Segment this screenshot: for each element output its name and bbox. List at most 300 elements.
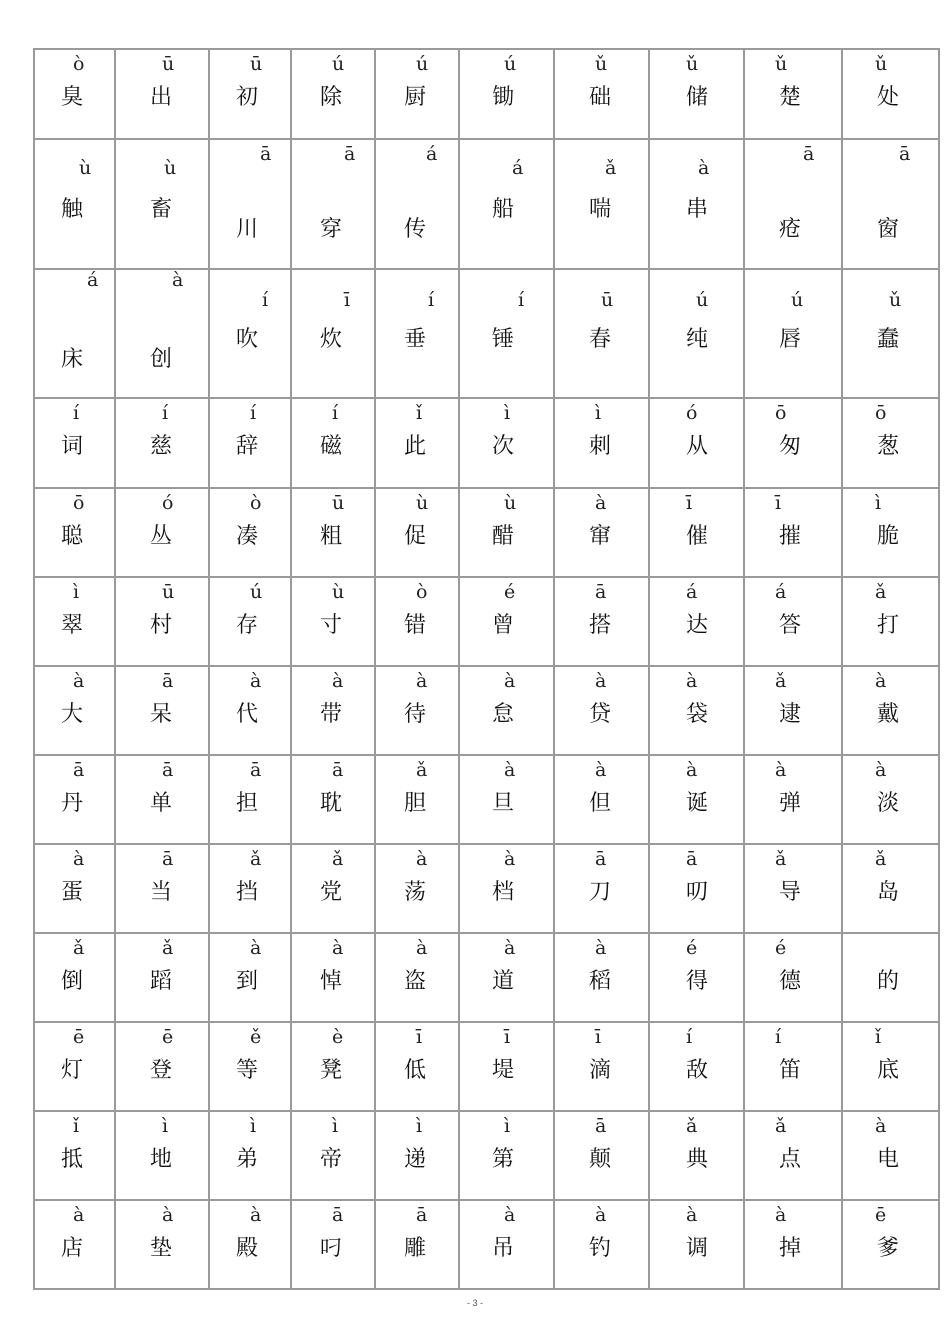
table-cell	[459, 398, 554, 488]
table-cell	[209, 269, 291, 398]
table-cell	[375, 49, 459, 139]
hanzi-character: 丛	[150, 524, 173, 549]
table-cell	[554, 666, 649, 755]
hanzi-character: 凳	[320, 1058, 343, 1083]
table-cell	[115, 1200, 209, 1289]
table-cell	[459, 666, 554, 755]
pinyin-tone-mark: ó	[686, 402, 698, 424]
table-cell	[34, 1200, 115, 1289]
table-cell	[375, 139, 459, 269]
hanzi-character: 错	[404, 613, 427, 638]
hanzi-character: 丹	[61, 791, 84, 816]
pinyin-tone-mark: ù	[416, 492, 429, 514]
pinyin-tone-mark: í	[775, 1026, 782, 1048]
pinyin-tone-mark: à	[250, 1204, 262, 1226]
table-cell	[554, 577, 649, 666]
pinyin-tone-mark: ù	[79, 157, 92, 179]
pinyin-tone-mark: ō	[875, 402, 887, 424]
hanzi-character: 储	[686, 85, 709, 110]
pinyin-tone-mark: í	[262, 289, 269, 311]
hanzi-character: 岛	[877, 880, 900, 905]
table-cell	[34, 398, 115, 488]
pinyin-tone-mark: í	[332, 402, 339, 424]
table-cell	[291, 49, 375, 139]
hanzi-character: 传	[404, 217, 427, 242]
pinyin-tone-mark: ū	[601, 289, 614, 311]
hanzi-character: 从	[686, 434, 709, 459]
table-cell	[375, 488, 459, 577]
hanzi-character: 耽	[320, 791, 343, 816]
table-row	[34, 1200, 939, 1289]
pinyin-tone-mark: ǐ	[416, 402, 423, 424]
table-cell	[554, 269, 649, 398]
hanzi-character: 催	[686, 524, 709, 549]
pinyin-tone-mark: ù	[332, 581, 345, 603]
hanzi-character: 道	[492, 969, 515, 994]
pinyin-tone-mark: ī	[595, 1026, 602, 1048]
table-cell	[744, 269, 842, 398]
hanzi-character: 胆	[404, 791, 427, 816]
hanzi-character: 雕	[404, 1236, 427, 1261]
table-cell	[291, 844, 375, 933]
table-cell	[209, 755, 291, 844]
hanzi-character: 船	[492, 197, 515, 222]
hanzi-character: 刀	[589, 880, 612, 905]
hanzi-character: 寸	[320, 613, 343, 638]
pinyin-tone-mark: ō	[73, 492, 85, 514]
pinyin-tone-mark: ā	[260, 143, 272, 165]
hanzi-character: 出	[150, 85, 173, 110]
hanzi-character: 帝	[320, 1147, 343, 1172]
hanzi-character: 低	[404, 1058, 427, 1083]
hanzi-character: 倒	[61, 969, 84, 994]
hanzi-character: 电	[877, 1147, 900, 1172]
pinyin-tone-mark: ǎ	[775, 670, 787, 692]
hanzi-character: 带	[320, 702, 343, 727]
table-cell	[115, 49, 209, 139]
hanzi-character: 叼	[320, 1236, 343, 1261]
hanzi-character: 逮	[779, 702, 802, 727]
hanzi-character: 堤	[492, 1058, 515, 1083]
hanzi-character: 春	[589, 327, 612, 352]
pinyin-tone-mark: ā	[595, 848, 607, 870]
hanzi-character: 的	[877, 969, 900, 994]
pinyin-tone-mark: ǔ	[889, 289, 902, 311]
hanzi-character: 殿	[236, 1236, 259, 1261]
pinyin-character-grid	[33, 48, 918, 1286]
pinyin-tone-mark: à	[595, 1204, 607, 1226]
hanzi-character: 调	[686, 1236, 709, 1261]
table-cell	[291, 269, 375, 398]
table-cell	[744, 1200, 842, 1289]
pinyin-tone-mark: é	[686, 937, 698, 959]
table-cell	[554, 933, 649, 1022]
table-cell	[115, 398, 209, 488]
pinyin-tone-mark: í	[686, 1026, 693, 1048]
pinyin-tone-mark: à	[73, 848, 85, 870]
pinyin-tone-mark: à	[73, 670, 85, 692]
table-cell	[459, 933, 554, 1022]
pinyin-tone-mark: à	[775, 1204, 787, 1226]
hanzi-character: 点	[779, 1147, 802, 1172]
table-cell	[842, 1111, 939, 1200]
hanzi-character: 次	[492, 434, 515, 459]
hanzi-character: 导	[779, 880, 802, 905]
hanzi-character: 触	[61, 197, 84, 222]
pinyin-tone-mark: ā	[416, 1204, 428, 1226]
pinyin-tone-mark: ē	[73, 1026, 85, 1048]
table-cell	[459, 577, 554, 666]
table-cell	[291, 139, 375, 269]
hanzi-character: 础	[589, 85, 612, 110]
pinyin-tone-mark: ú	[250, 581, 263, 603]
pinyin-tone-mark: à	[875, 670, 887, 692]
table-cell	[291, 933, 375, 1022]
pinyin-tone-mark: ò	[73, 53, 85, 75]
table-cell	[842, 398, 939, 488]
hanzi-character: 刺	[589, 434, 612, 459]
pinyin-tone-mark: ā	[686, 848, 698, 870]
hanzi-character: 爹	[877, 1236, 900, 1261]
hanzi-character: 当	[150, 880, 173, 905]
pinyin-tone-mark: à	[698, 157, 710, 179]
hanzi-character: 第	[492, 1147, 515, 1172]
hanzi-character: 醋	[492, 524, 515, 549]
pinyin-tone-mark: ì	[162, 1115, 169, 1137]
hanzi-character: 促	[404, 524, 427, 549]
hanzi-character: 蛋	[61, 880, 84, 905]
pinyin-tone-mark: ì	[250, 1115, 257, 1137]
hanzi-character: 炊	[320, 327, 343, 352]
hanzi-character: 党	[320, 880, 343, 905]
hanzi-character: 串	[686, 197, 709, 222]
pinyin-tone-mark: ò	[416, 581, 428, 603]
table-cell	[842, 666, 939, 755]
table-cell	[115, 488, 209, 577]
pinyin-tone-mark: ū	[332, 492, 345, 514]
hanzi-character: 聪	[61, 524, 84, 549]
pinyin-tone-mark: ē	[162, 1026, 174, 1048]
pinyin-tone-mark: ā	[332, 1204, 344, 1226]
table-cell	[459, 844, 554, 933]
table-cell	[459, 1200, 554, 1289]
table-cell	[459, 755, 554, 844]
table-cell	[375, 1111, 459, 1200]
hanzi-character: 疮	[779, 217, 802, 242]
pinyin-tone-mark: ì	[504, 402, 511, 424]
table-cell	[842, 577, 939, 666]
pinyin-tone-mark: ú	[416, 53, 429, 75]
pinyin-tone-mark: ǔ	[775, 53, 788, 75]
hanzi-character: 滴	[589, 1058, 612, 1083]
hanzi-character: 窜	[589, 524, 612, 549]
pinyin-tone-mark: ǔ	[875, 53, 888, 75]
pinyin-tone-mark: ā	[162, 848, 174, 870]
table-cell	[34, 139, 115, 269]
pinyin-tone-mark: à	[504, 670, 516, 692]
hanzi-character: 悼	[320, 969, 343, 994]
table-cell	[649, 488, 744, 577]
table-cell	[554, 755, 649, 844]
table-cell	[375, 1200, 459, 1289]
hanzi-character: 待	[404, 702, 427, 727]
table-cell	[649, 666, 744, 755]
hanzi-character: 抵	[61, 1147, 84, 1172]
pinyin-tone-mark: à	[875, 1115, 887, 1137]
table-row	[34, 269, 939, 398]
hanzi-character: 初	[236, 85, 259, 110]
pinyin-tone-mark: à	[595, 492, 607, 514]
hanzi-character: 唇	[779, 327, 802, 352]
hanzi-character: 穿	[320, 217, 343, 242]
pinyin-tone-mark: ò	[250, 492, 262, 514]
table-cell	[649, 1111, 744, 1200]
table-cell	[744, 577, 842, 666]
table-row	[34, 844, 939, 933]
hanzi-character: 翠	[61, 613, 84, 638]
pinyin-tone-mark: à	[250, 670, 262, 692]
hanzi-character: 单	[150, 791, 173, 816]
pinyin-tone-mark: à	[73, 1204, 85, 1226]
hanzi-character: 灯	[61, 1058, 84, 1083]
hanzi-character: 弹	[779, 791, 802, 816]
pinyin-tone-mark: à	[686, 1204, 698, 1226]
pinyin-tone-mark: à	[416, 937, 428, 959]
pinyin-tone-mark: à	[686, 670, 698, 692]
pinyin-tone-mark: ā	[803, 143, 815, 165]
table-cell	[209, 666, 291, 755]
hanzi-character: 钓	[589, 1236, 612, 1261]
table-cell	[744, 844, 842, 933]
pinyin-tone-mark: ǎ	[416, 759, 428, 781]
hanzi-character: 颠	[589, 1147, 612, 1172]
hanzi-character: 诞	[686, 791, 709, 816]
hanzi-character: 稻	[589, 969, 612, 994]
pinyin-tone-mark: ā	[595, 1115, 607, 1137]
hanzi-character: 慈	[150, 434, 173, 459]
table-cell	[554, 488, 649, 577]
pinyin-tone-mark: é	[504, 581, 516, 603]
table-cell	[209, 139, 291, 269]
pinyin-tone-mark: ú	[504, 53, 517, 75]
pinyin-tone-mark: ī	[504, 1026, 511, 1048]
page-number: - 3 -	[466, 1298, 483, 1308]
table-row	[34, 755, 939, 844]
hanzi-character: 粗	[320, 524, 343, 549]
hanzi-character: 递	[404, 1147, 427, 1172]
pinyin-tone-mark: à	[172, 269, 184, 291]
table-cell	[459, 488, 554, 577]
character-table	[33, 48, 940, 1290]
table-cell	[842, 139, 939, 269]
table-row	[34, 488, 939, 577]
table-cell	[375, 755, 459, 844]
table-cell	[744, 398, 842, 488]
pinyin-tone-mark: à	[595, 759, 607, 781]
hanzi-character: 贷	[589, 702, 612, 727]
pinyin-tone-mark: ī	[686, 492, 693, 514]
table-cell	[459, 269, 554, 398]
table-cell	[554, 1111, 649, 1200]
table-cell	[842, 933, 939, 1022]
hanzi-character: 臭	[61, 85, 84, 110]
hanzi-character: 代	[236, 702, 259, 727]
table-cell	[744, 1111, 842, 1200]
table-cell	[34, 49, 115, 139]
pinyin-tone-mark: ā	[899, 143, 911, 165]
table-cell	[375, 1022, 459, 1111]
table-cell	[209, 933, 291, 1022]
hanzi-character: 畜	[150, 197, 173, 222]
hanzi-character: 到	[236, 969, 259, 994]
hanzi-character: 掉	[779, 1236, 802, 1261]
pinyin-tone-mark: ú	[791, 289, 804, 311]
table-cell	[744, 755, 842, 844]
pinyin-tone-mark: ú	[696, 289, 709, 311]
hanzi-character: 纯	[686, 327, 709, 352]
table-cell	[209, 398, 291, 488]
table-cell	[842, 49, 939, 139]
hanzi-character: 垫	[150, 1236, 173, 1261]
pinyin-tone-mark: à	[504, 848, 516, 870]
table-cell	[291, 488, 375, 577]
table-cell	[34, 488, 115, 577]
pinyin-tone-mark: à	[504, 1204, 516, 1226]
hanzi-character: 锤	[492, 327, 515, 352]
hanzi-character: 摧	[779, 524, 802, 549]
hanzi-character: 川	[236, 217, 259, 242]
pinyin-tone-mark: í	[518, 289, 525, 311]
table-cell	[649, 844, 744, 933]
table-row	[34, 1022, 939, 1111]
table-cell	[209, 488, 291, 577]
table-cell	[291, 577, 375, 666]
pinyin-tone-mark: ú	[332, 53, 345, 75]
table-cell	[554, 398, 649, 488]
table-cell	[744, 49, 842, 139]
table-row	[34, 1111, 939, 1200]
pinyin-tone-mark: à	[504, 759, 516, 781]
table-cell	[34, 666, 115, 755]
table-cell	[649, 398, 744, 488]
pinyin-tone-mark: ǔ	[595, 53, 608, 75]
table-cell	[649, 1022, 744, 1111]
pinyin-tone-mark: ǐ	[875, 1026, 882, 1048]
pinyin-tone-mark: é	[775, 937, 787, 959]
pinyin-tone-mark: ǎ	[162, 937, 174, 959]
pinyin-tone-mark: ǎ	[875, 848, 887, 870]
table-row	[34, 49, 939, 139]
hanzi-character: 荡	[404, 880, 427, 905]
pinyin-tone-mark: à	[332, 670, 344, 692]
pinyin-tone-mark: á	[426, 143, 438, 165]
hanzi-character: 得	[686, 969, 709, 994]
table-cell	[459, 1022, 554, 1111]
hanzi-character: 床	[61, 347, 84, 372]
pinyin-tone-mark: ū	[162, 53, 175, 75]
hanzi-character: 词	[61, 434, 84, 459]
pinyin-tone-mark: ǔ	[686, 53, 699, 75]
pinyin-tone-mark: ě	[250, 1026, 262, 1048]
pinyin-tone-mark: ù	[504, 492, 517, 514]
table-cell	[115, 139, 209, 269]
table-cell	[554, 139, 649, 269]
pinyin-tone-mark: ì	[416, 1115, 423, 1137]
pinyin-tone-mark: ǎ	[775, 848, 787, 870]
hanzi-character: 吹	[236, 327, 259, 352]
pinyin-tone-mark: í	[428, 289, 435, 311]
hanzi-character: 袋	[686, 702, 709, 727]
hanzi-character: 创	[150, 347, 173, 372]
pinyin-tone-mark: í	[73, 402, 80, 424]
pinyin-tone-mark: à	[595, 670, 607, 692]
table-cell	[842, 844, 939, 933]
table-cell	[842, 269, 939, 398]
table-cell	[554, 1022, 649, 1111]
table-cell	[554, 49, 649, 139]
hanzi-character: 蠢	[877, 327, 900, 352]
pinyin-tone-mark: ì	[73, 581, 80, 603]
pinyin-tone-mark: ì	[332, 1115, 339, 1137]
table-cell	[291, 666, 375, 755]
pinyin-tone-mark: ā	[344, 143, 356, 165]
table-row	[34, 933, 939, 1022]
hanzi-character: 厨	[404, 85, 427, 110]
table-row	[34, 139, 939, 269]
pinyin-tone-mark: á	[87, 269, 99, 291]
hanzi-character: 大	[61, 702, 84, 727]
pinyin-tone-mark: à	[775, 759, 787, 781]
table-cell	[649, 577, 744, 666]
table-cell	[291, 1200, 375, 1289]
table-cell	[649, 139, 744, 269]
hanzi-character: 盗	[404, 969, 427, 994]
hanzi-character: 弟	[236, 1147, 259, 1172]
pinyin-tone-mark: á	[686, 581, 698, 603]
table-cell	[842, 1200, 939, 1289]
table-cell	[649, 49, 744, 139]
pinyin-tone-mark: ù	[164, 157, 177, 179]
table-cell	[209, 1111, 291, 1200]
pinyin-tone-mark: ǎ	[875, 581, 887, 603]
table-cell	[115, 933, 209, 1022]
table-cell	[842, 1022, 939, 1111]
pinyin-tone-mark: ì	[875, 492, 882, 514]
pinyin-tone-mark: ū	[250, 53, 263, 75]
table-cell	[209, 1200, 291, 1289]
hanzi-character: 窗	[877, 217, 900, 242]
table-cell	[842, 488, 939, 577]
hanzi-character: 戴	[877, 702, 900, 727]
pinyin-tone-mark: à	[162, 1204, 174, 1226]
table-cell	[554, 1200, 649, 1289]
table-cell	[115, 1022, 209, 1111]
pinyin-tone-mark: ǎ	[332, 848, 344, 870]
table-cell	[649, 933, 744, 1022]
table-cell	[115, 269, 209, 398]
hanzi-character: 典	[686, 1147, 709, 1172]
hanzi-character: 淡	[877, 791, 900, 816]
table-cell	[115, 1111, 209, 1200]
hanzi-character: 旦	[492, 791, 515, 816]
pinyin-tone-mark: è	[332, 1026, 344, 1048]
hanzi-character: 曾	[492, 613, 515, 638]
hanzi-character: 底	[877, 1058, 900, 1083]
hanzi-character: 辞	[236, 434, 259, 459]
table-cell	[744, 488, 842, 577]
hanzi-character: 德	[779, 969, 802, 994]
hanzi-character: 处	[877, 85, 900, 110]
